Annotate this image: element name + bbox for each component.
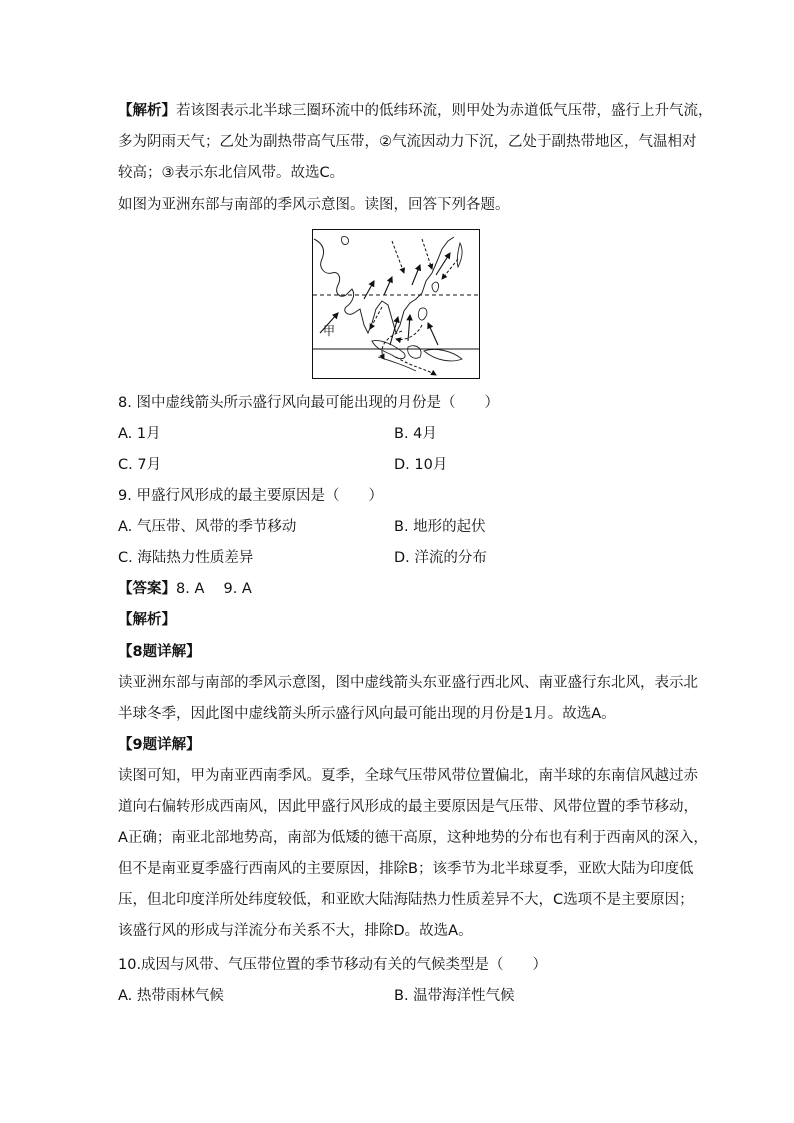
map-label-jia: 甲 (323, 324, 336, 338)
q8-detail-heading: 【8题详解】 (118, 644, 201, 660)
q9-option-b: B. 地形的起伏 (394, 519, 486, 535)
q10-option-a: A. 热带雨林气候 (118, 988, 224, 1004)
q8-option-d: D. 10月 (394, 457, 448, 473)
q9-detail-line-2: 道向右偏转形成西南风，因此甲盛行风形成的最主要原因是气压带、风带位置的季节移动， (118, 799, 698, 815)
q10-stem: 10.成因与风带、气压带位置的季节移动有关的气候类型是（ ） (118, 957, 548, 973)
monsoon-map (312, 229, 480, 379)
answer-line (118, 579, 678, 599)
q9-detail-line-4: 但不是南亚夏季盛行西南风的主要原因，排除B；该季节为北半球夏季，亚欧大陆为印度低 (118, 861, 694, 877)
q9-stem: 9. 甲盛行风形成的最主要原因是（ ） (118, 488, 383, 504)
q10-option-b: B. 温带海洋性气候 (394, 988, 515, 1004)
analysis-line-2: 多为阴雨天气；乙处为副热带高气压带，②气流因动力下沉，乙处于副热带地区，气温相对 (118, 134, 697, 150)
analysis-text-1: 若该图表示北半球三圈环流中的低纬环流，则甲处为赤道低气压带，盛行上升气流， (176, 103, 713, 119)
q8-detail-line-2: 半球冬季，因此图中虚线箭头所示盛行风向最可能出现的月份是1月。故选A。 (118, 706, 616, 722)
answer-text: 8. A 9. A (176, 581, 252, 597)
answer-tag: 【答案】 (118, 581, 176, 597)
q8-option-a: A. 1月 (118, 426, 161, 442)
q9-detail-line-6: 该盛行风的形成与洋流分布关系不大，排除D。故选A。 (118, 923, 473, 939)
q8-option-b: B. 4月 (394, 426, 437, 442)
analysis-line-1 (118, 101, 713, 121)
q9-option-d: D. 洋流的分布 (394, 550, 487, 566)
q9-detail-line-3: A正确；南亚北部地势高，南部为低矮的德干高原，这种地势的分布也有利于西南风的深入， (118, 830, 708, 846)
q9-option-c: C. 海陆热力性质差异 (118, 550, 254, 566)
analysis-tag: 【解析】 (118, 103, 176, 119)
analysis-heading: 【解析】 (118, 612, 176, 628)
q9-detail-heading: 【9题详解】 (118, 737, 201, 753)
q8-stem: 8. 图中虚线箭头所示盛行风向最可能出现的月份是（ ） (118, 395, 499, 411)
q9-option-a: A. 气压带、风带的季节移动 (118, 519, 297, 535)
analysis-line-3: 较高；③表示东北信风带。故选C。 (118, 165, 345, 181)
q8-option-c: C. 7月 (118, 457, 162, 473)
q8-detail-line-1: 读亚洲东部与南部的季风示意图，图中虚线箭头东亚盛行西北风、南亚盛行东北风，表示北 (118, 675, 698, 691)
q9-detail-line-5: 压，但北印度洋所处纬度较低，和亚欧大陆海陆热力性质差异不大，C选项不是主要原因； (118, 892, 694, 908)
q9-detail-line-1: 读图可知，甲为南亚西南季风。夏季，全球气压带风带位置偏北，南半球的东南信风越过赤 (118, 768, 698, 784)
intro-text: 如图为亚洲东部与南部的季风示意图。读图，回答下列各题。 (118, 197, 510, 213)
